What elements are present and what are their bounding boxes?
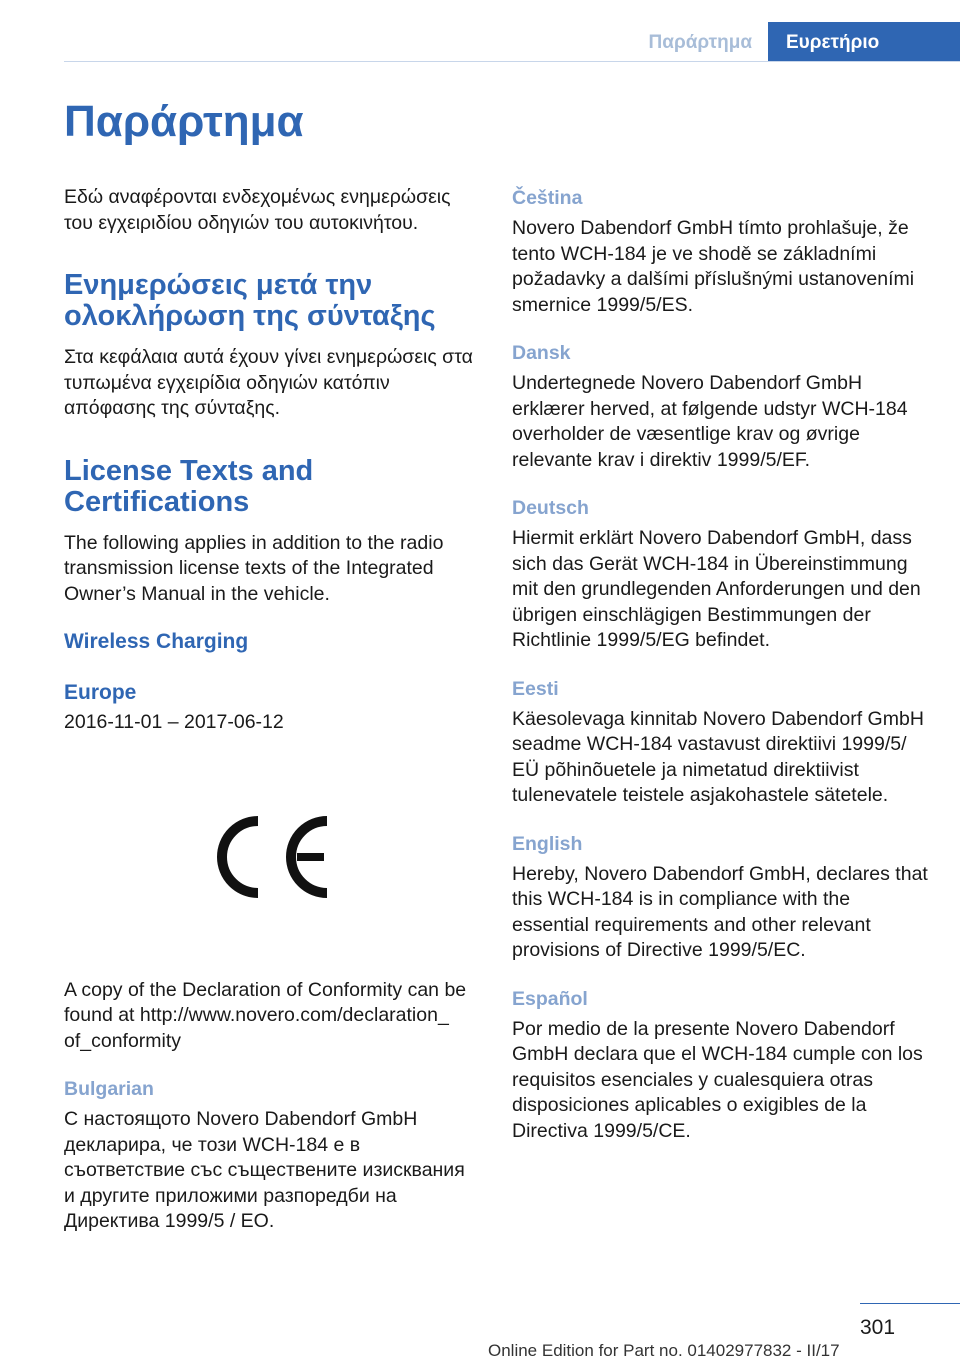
language-text: Por medio de la presente Novero Dabendorf GmbH declara que el WCH-184 cumple con los requisitos esenciales y cualesquiera otras disposiciones aplicables o exigibles de la Directiva 1999/5/CE. [512, 1017, 923, 1142]
language-text: Hiermit erklärt Novero Dabendorf GmbH, dass sich das Gerät WCH-184 in Übereinstimmung mit den grundlegenden Anforderungen und den übrigen einschlägigen Bestimmungen der Richtlinie 1999/5/EG befindet. [512, 527, 921, 651]
footer-divider [860, 1303, 960, 1304]
language-text: Käesolevaga kinnitab Novero Dabendorf GmbH seadme WCH-184 vastavust direktiivi 1999/5/ EÜ põhinõuetele ja nimetatud direktiivist tulenevatele teistele asjakohastele sätetele. [512, 707, 924, 806]
declaration-text: A copy of the Declaration of Conformity can be found at http://www.novero.com/declaration_ of_conformity [64, 978, 467, 1052]
bulgarian-heading: Bulgarian [64, 1078, 154, 1100]
page-number: 301 [860, 1316, 896, 1339]
language-heading: Español [512, 987, 588, 1010]
right-column [512, 185, 932, 1144]
edition-footer: Online Edition for Part no. 01402977832 - II/17 [488, 1341, 840, 1360]
license-text: The following applies in addition to the radio transmission license texts of the Integrated Owner’s Manual in the vehicle. [64, 531, 444, 605]
header-divider [64, 61, 960, 62]
language-text: Novero Dabendorf GmbH tímto prohlašuje, že tento WCH-184 je ve shodě se základními požadavky a dalšími příslušnými ustanoveními smernice 1999/5/ES. [512, 217, 915, 316]
language-heading: Eesti [512, 677, 559, 700]
left-column [64, 185, 480, 1235]
language-block [512, 185, 932, 318]
language-text: Undertegnede Novero Dabendorf GmbH erklærer herved, at følgende udstyr WCH-184 overholder de væsentlige krav og øvrige relevante krav i direktiv 1999/5/EF. [512, 372, 908, 471]
updates-heading: Ενημερώσεις μετά την ολοκλήρωση της σύνταξης [64, 269, 436, 332]
language-heading: Dansk [512, 342, 571, 364]
europe-dates: 2016-11-01 – 2017-06-12 [64, 711, 284, 733]
license-heading: License Texts and Certifications [64, 454, 314, 518]
tab-index[interactable]: Ευρετήριο [768, 22, 960, 62]
tab-appendix[interactable]: Παράρτημα [633, 22, 768, 62]
language-heading: Čeština [512, 187, 583, 209]
language-heading: English [512, 832, 583, 855]
language-block [512, 495, 932, 654]
header-tabs [633, 22, 960, 62]
language-heading: Deutsch [512, 497, 589, 519]
language-text: Hereby, Novero Dabendorf GmbH, declares that this WCH-184 is in compliance with the essential requirements and other relevant provisions of Directive 1999/5/EC. [512, 862, 928, 961]
language-block [512, 986, 932, 1145]
wireless-charging-heading: Wireless Charging [64, 630, 249, 653]
bulgarian-text: С настоящото Novero Dabendorf GmbH декларира, че този WCH-184 е в съответствие със съществените изисквания и другите приложими разпоредби на Директива 1999/5 / ЕО. [64, 1108, 465, 1232]
ce-mark-icon [207, 809, 337, 905]
page-title: Παράρτημα [64, 97, 304, 146]
intro-text: Εδώ αναφέρονται ενδεχομένως ενημερώσεις του εγχειριδίου οδηγιών του αυτοκινήτου. [64, 186, 451, 234]
updates-text: Στα κεφάλαια αυτά έχουν γίνει ενημερώσεις στα τυπωμένα εγχειρίδια οδηγιών κατόπιν απόφασης της σύνταξης. [64, 346, 473, 419]
language-block [512, 340, 932, 473]
language-block [512, 831, 932, 964]
language-block [512, 676, 932, 809]
europe-heading: Europe [64, 681, 137, 704]
